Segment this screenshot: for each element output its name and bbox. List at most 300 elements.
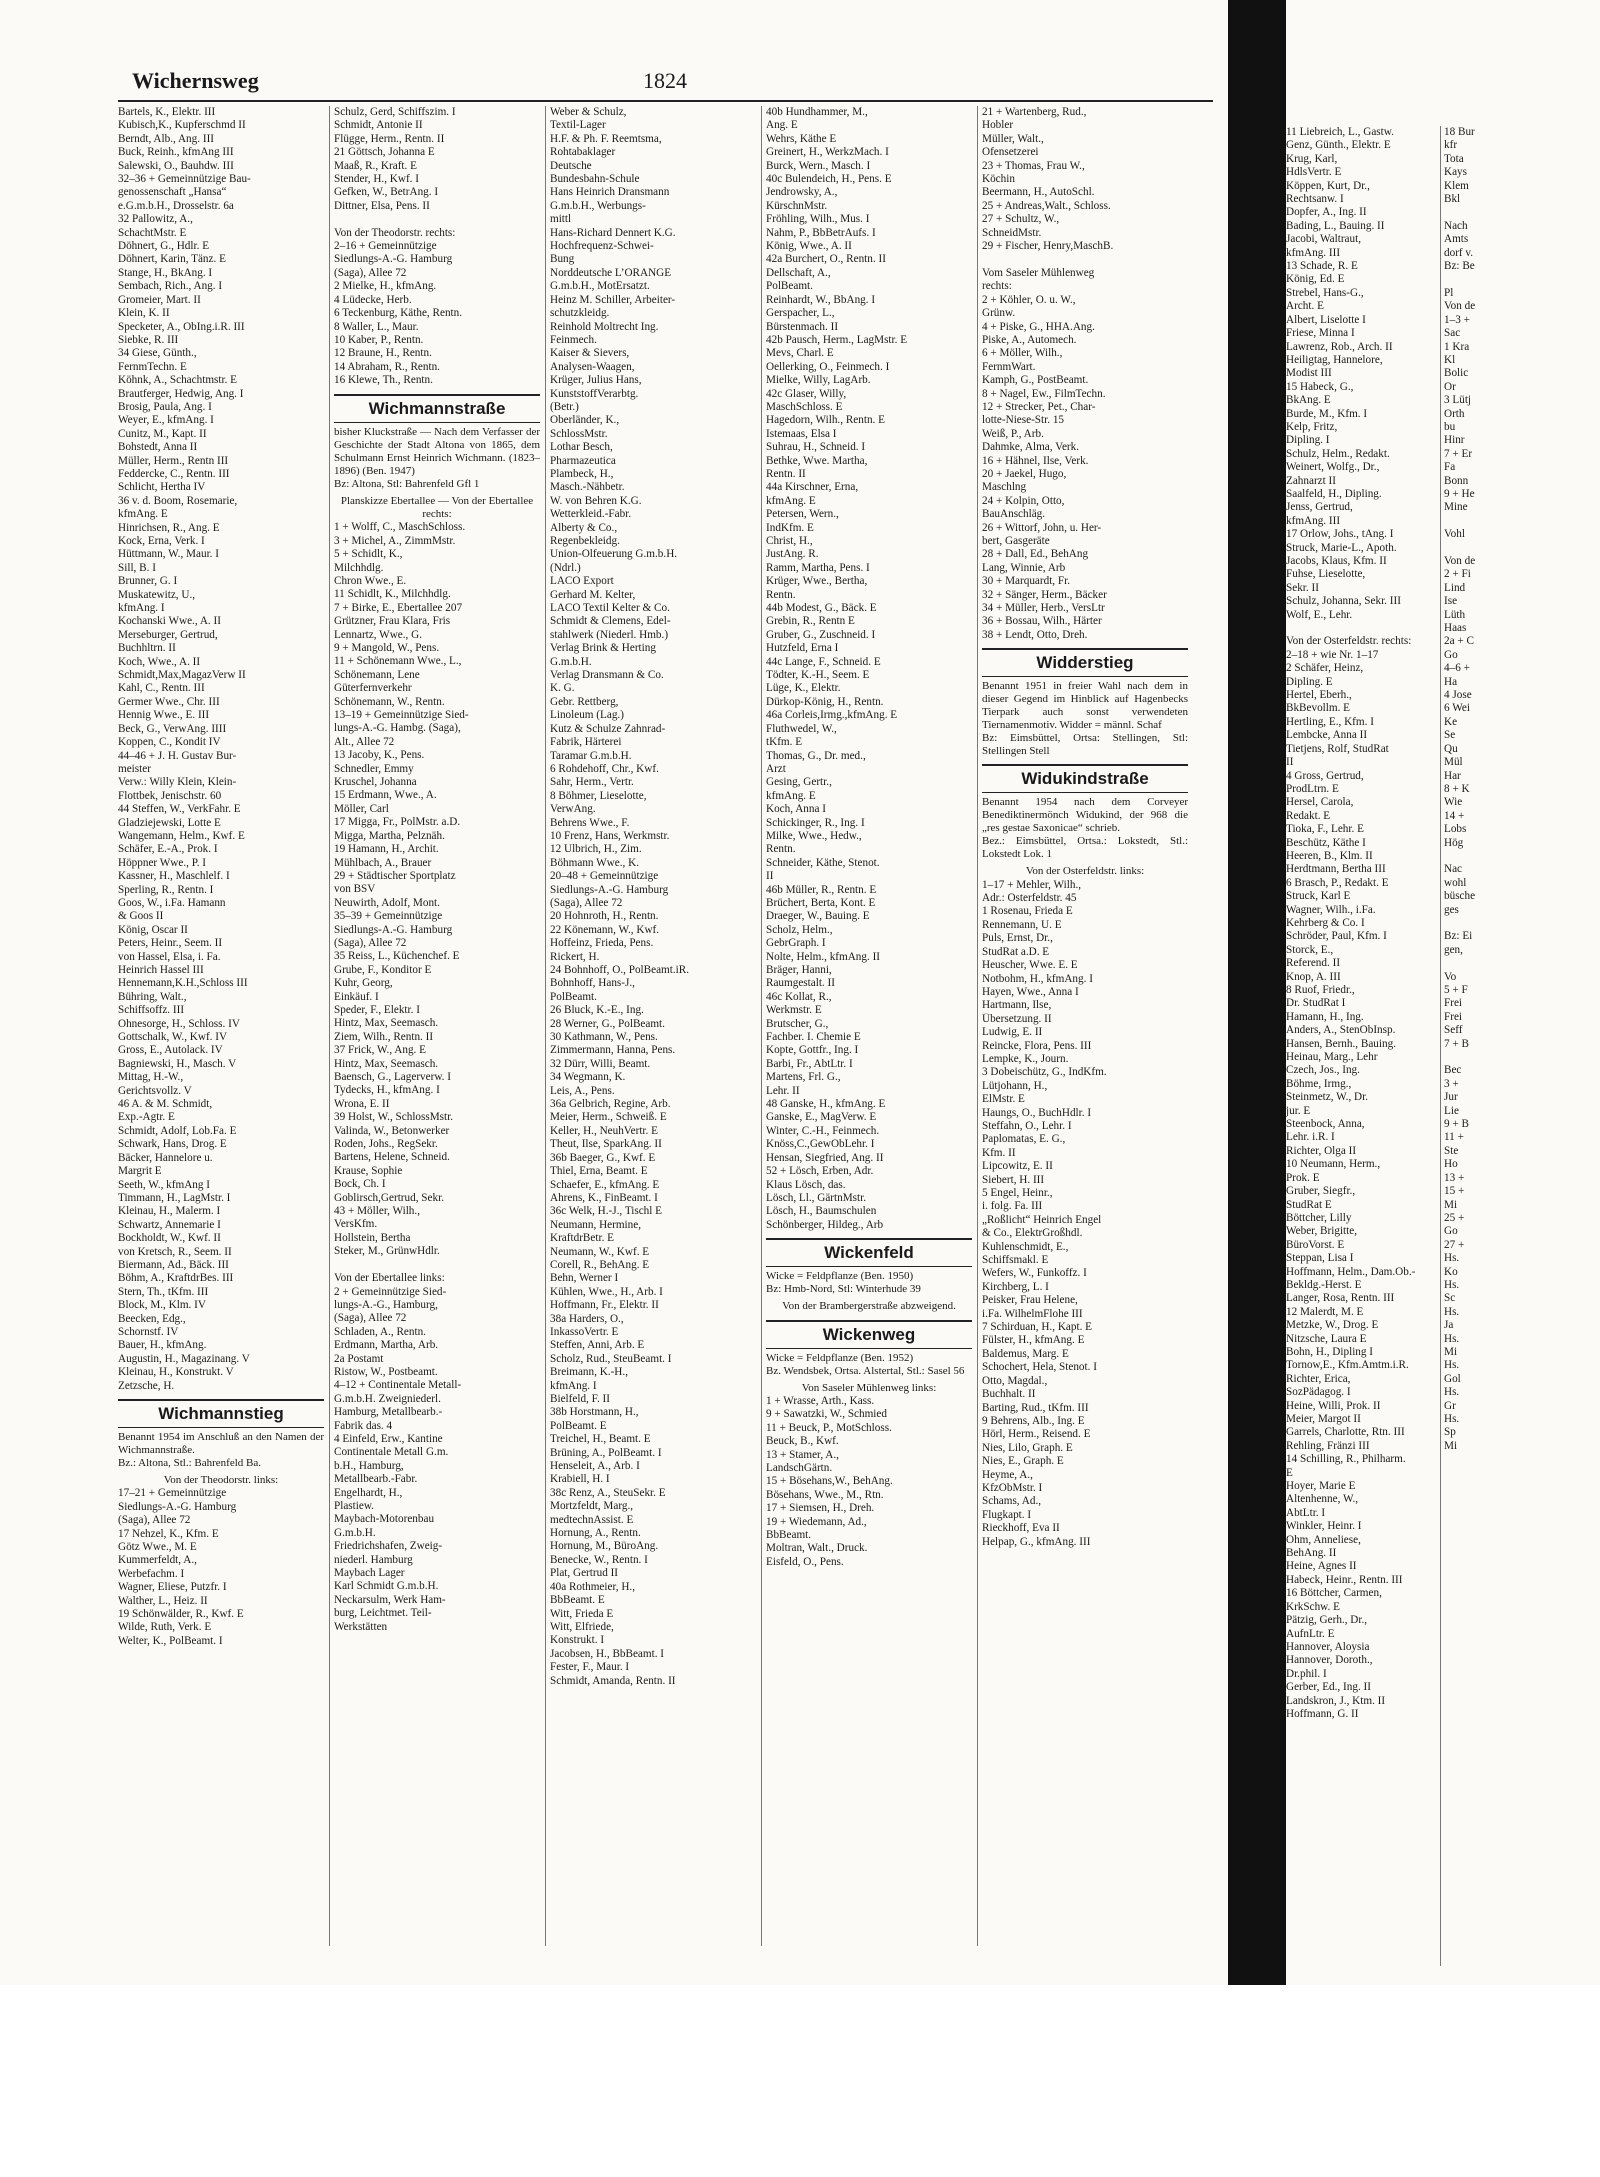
directory-entry: Schiffsoffz. III: [118, 1004, 185, 1017]
directory-entry: Corell, R., BehAng. E: [550, 1258, 650, 1271]
directory-entry: Specketer, A., ObIng.i.R. III: [118, 320, 245, 333]
directory-entry: Krabiell, H. I: [550, 1473, 610, 1486]
directory-entry: 17 Orlow, Johs., tAng. I: [1286, 528, 1394, 541]
directory-entry: GebrGraph. I: [766, 937, 826, 950]
directory-entry: Schönberger, Hildeg., Arb: [766, 1218, 884, 1231]
directory-entry: 44 Steffen, W., VerkFahr. E: [118, 803, 241, 816]
directory-entry: Ludwig, E. II: [982, 1026, 1043, 1039]
directory-entry: Neumann, W., Kwf. E: [550, 1245, 650, 1258]
directory-entry: 3 + Michel, A., ZimmMstr.: [334, 534, 456, 547]
directory-entry: 3 Dobeischütz, G., IndKfm.: [982, 1066, 1107, 1079]
directory-entry: 2 Schäfer, Heinz,: [1286, 662, 1364, 675]
directory-entry: burg, Leichtmet. Teil-: [334, 1607, 432, 1620]
directory-entry: 4–12 + Continentale Metall-: [334, 1379, 462, 1392]
directory-entry: 42c Glaser, Willy,: [766, 387, 847, 400]
directory-entry: Heinz M. Schiller, Arbeiter-: [550, 293, 676, 306]
directory-entry: Heiligtag, Hannelore,: [1286, 353, 1383, 366]
directory-entry: 5 + F: [1444, 984, 1468, 996]
directory-entry: Kays: [1444, 166, 1467, 179]
directory-entry: 46b Müller, R., Rentn. E: [766, 883, 877, 896]
directory-entry: 10 Kaber, P., Rentn.: [334, 333, 424, 346]
directory-entry: BkAng. E: [1286, 394, 1331, 407]
directory-entry: Kfm. II: [982, 1146, 1016, 1159]
directory-entry: 13 Schade, R. E: [1286, 260, 1358, 273]
directory-entry: Paplomatas, E. G.,: [982, 1133, 1066, 1146]
directory-entry: niederl. Hamburg: [334, 1553, 413, 1566]
directory-entry: Hannover, Doroth.,: [1286, 1654, 1373, 1667]
directory-entry: Ziem, Wilh., Rentn. II: [334, 1030, 434, 1043]
directory-entry: Lang, Winnie, Arb: [982, 561, 1066, 574]
directory-entry: Prok. E: [1286, 1171, 1320, 1184]
directory-entry: [334, 213, 540, 226]
directory-entry: Lösch, H., Baumschulen: [766, 1205, 877, 1218]
directory-entry: Bühring, Walt.,: [118, 990, 187, 1003]
directory-entry: Vo: [1444, 970, 1457, 983]
directory-entry: SchachtMstr. E: [118, 226, 187, 239]
directory-entry: Krug, Karl,: [1286, 152, 1338, 165]
directory-entry: VerwAng.: [550, 803, 596, 816]
column-rule: [1440, 126, 1441, 1966]
directory-entry: BbBeamt.: [766, 1529, 812, 1541]
directory-entry: kfr: [1444, 139, 1458, 152]
directory-entry: IndKfm. E: [766, 521, 814, 534]
directory-entry: Ofensetzerei: [982, 146, 1039, 159]
directory-entry: Hs.: [1444, 1278, 1460, 1291]
directory-entry: Frei: [1444, 1010, 1463, 1023]
directory-entry: kfmAng. III: [1286, 246, 1341, 259]
directory-entry: 6 Teckenburg, Käthe, Rentn.: [334, 307, 463, 320]
street-note: Wicke = Feldpflanze (Ben. 1950): [766, 1270, 914, 1283]
directory-entry: Draeger, W., Bauing. E: [766, 910, 870, 923]
directory-entry: Seff: [1444, 1024, 1463, 1037]
directory-entry: i.Fa. WilhelmFlohe III: [982, 1307, 1083, 1320]
directory-entry: Nies, E., Graph. E: [982, 1455, 1064, 1468]
directory-entry: Schulz, Helm., Redakt.: [1286, 447, 1390, 460]
directory-entry: Wagner, Wilh., i.Fa.: [1286, 903, 1376, 916]
directory-entry: 12 Malerdt, M. E: [1286, 1305, 1364, 1318]
directory-entry: 8 Böhmer, Lieselotte,: [550, 789, 647, 802]
directory-column: [1444, 126, 1594, 1966]
directory-entry: KraftdrBetr. E: [550, 1232, 614, 1245]
directory-entry: Schladen, A., Rentn.: [334, 1325, 426, 1338]
directory-entry: wohl: [1444, 876, 1467, 889]
directory-entry: Benecke, W., Rentn. I: [550, 1553, 648, 1566]
directory-entry: kfmAng. E: [766, 789, 816, 802]
directory-entry: Kamph, G., PostBeamt.: [982, 374, 1089, 387]
directory-entry: Sembach, Rich., Ang. I: [118, 280, 223, 293]
directory-entry: Regenbekleidg.: [550, 535, 620, 547]
directory-entry: Valinda, W., Betonwerker: [334, 1124, 450, 1137]
directory-entry: Jacobsen, H., BbBeamt. I: [550, 1647, 665, 1660]
directory-entry: Altenhenne, W.,: [1286, 1493, 1359, 1506]
directory-entry: Landskron, J., Ktm. II: [1286, 1694, 1386, 1707]
directory-entry: Otto, Magdal.,: [982, 1374, 1048, 1387]
directory-entry: Baldemus, Marg. E: [982, 1347, 1069, 1360]
directory-entry: 42b Pausch, Herm., LagMstr. E: [766, 333, 908, 346]
directory-entry: 12 Braune, H., Rentn.: [334, 347, 432, 360]
directory-entry: (Saga), Allee 72: [334, 266, 407, 279]
directory-entry: Bading, L., Bauing. II: [1286, 219, 1385, 232]
directory-entry: Helpap, G., kfmAng. III: [982, 1535, 1091, 1548]
directory-entry: Bkl: [1444, 193, 1461, 206]
directory-entry: Vom Saseler Mühlenweg: [982, 266, 1095, 279]
directory-entry: 1 Rosenau, Frieda E: [982, 905, 1073, 918]
directory-entry: Meier, Herm., Schweiß. E: [550, 1111, 667, 1124]
directory-entry: büsche: [1444, 890, 1476, 903]
directory-entry: Mittag, H.-W.,: [118, 1071, 184, 1084]
directory-entry: Moltran, Walt., Druck.: [766, 1542, 868, 1555]
directory-entry: Köppen, Kurt, Dr.,: [1286, 179, 1370, 192]
directory-entry: Dellschaft, A.,: [766, 266, 831, 279]
directory-entry: [1444, 1051, 1594, 1064]
directory-entry: 4 Jose: [1444, 689, 1472, 702]
directory-entry: Hennig Wwe., E. III: [118, 709, 210, 722]
directory-entry: Berndt, Alb., Ang. III: [118, 132, 215, 145]
directory-entry: Piske, A., Automech.: [982, 333, 1077, 346]
directory-entry: Go: [1444, 648, 1458, 661]
directory-entry: Karl Schmidt G.m.b.H.: [334, 1580, 439, 1593]
directory-entry: Rentn.: [766, 588, 796, 601]
directory-entry: Tornow,E., Kfm.Amtm.i.R.: [1286, 1359, 1409, 1372]
directory-entry: Nahm, P., BbBetrAufs. I: [766, 226, 876, 239]
directory-entry: Notbohm, H., kfmAng. I: [982, 972, 1093, 985]
directory-entry: Ko: [1444, 1265, 1458, 1278]
directory-entry: 16 Klewe, Th., Rentn.: [334, 374, 433, 387]
directory-entry: Modist III: [1286, 367, 1332, 380]
directory-entry: 48 Ganske, H., kfmAng. E: [766, 1098, 886, 1111]
directory-entry: Ja: [1444, 1319, 1454, 1332]
directory-entry: Buck, Reinh., kfmAng III: [118, 146, 234, 159]
directory-entry: 12 Ulbrich, H., Zim.: [550, 843, 642, 856]
directory-entry: Dürkop-König, H., Rentn.: [766, 695, 884, 708]
directory-entry: 24 + Kolpin, Otto,: [982, 494, 1065, 507]
directory-entry: [1444, 515, 1594, 528]
directory-entry: 38b Horstmann, H.,: [550, 1406, 639, 1419]
directory-entry: Lempke, K., Journ.: [982, 1052, 1069, 1065]
street-district: Bz: Eimsbüttel, Ortsa: Stellingen, Stl: Stellingen Stell: [982, 732, 1188, 758]
directory-entry: Germer Wwe., Chr. III: [118, 695, 220, 708]
directory-entry: 13 + Stamer, A.,: [766, 1448, 839, 1461]
directory-entry: [1444, 273, 1594, 286]
directory-entry: Kuhlenschmidt, E.,: [982, 1240, 1069, 1253]
directory-entry: Lüge, K., Elektr.: [766, 682, 841, 695]
directory-entry: Bäcker, Hannelore u.: [118, 1151, 213, 1164]
directory-entry: Krüger, Wwe., Bertha,: [766, 575, 868, 588]
directory-entry: Kubisch,K., Kupferschmd II: [118, 119, 246, 132]
directory-entry: „Roßlicht“ Heinrich Engel: [982, 1213, 1102, 1226]
directory-column: [1286, 126, 1436, 1966]
directory-entry: Fluthwedel, W.,: [766, 722, 837, 735]
directory-entry: HdlsVertr. E: [1286, 166, 1342, 179]
directory-entry: 27 +: [1444, 1238, 1465, 1251]
directory-entry: 2 Mielke, H., kfmAng.: [334, 280, 437, 293]
directory-entry: Analysen-Waagen,: [550, 360, 635, 373]
directory-entry: Union-Olfeuerung G.m.b.H.: [550, 548, 678, 561]
directory-entry: Bräger, Hanni,: [766, 964, 832, 976]
directory-entry: Hörl, Herm., Reisend. E: [982, 1428, 1091, 1441]
directory-entry: Walther, L., Heiz. II: [118, 1594, 208, 1607]
directory-entry: Alberty & Co.,: [550, 521, 618, 534]
directory-entry: Von de: [1444, 300, 1476, 313]
directory-entry: Grünw.: [982, 307, 1016, 320]
directory-entry: Scholz, Rud., SteuBeamt. I: [550, 1352, 672, 1365]
directory-entry: Kl: [1444, 353, 1456, 366]
directory-entry: Bürstenmach. II: [766, 320, 839, 333]
directory-entry: 44–46 + J. H. Gustav Bur-: [118, 749, 237, 762]
directory-entry: 39 Holst, W., SchlossMstr.: [334, 1111, 454, 1124]
directory-entry: 40a Rothmeier, H.,: [550, 1580, 635, 1593]
directory-entry: Beermann, H., AutoSchl.: [982, 186, 1095, 199]
directory-entry: Jacobi, Waltraut,: [1286, 233, 1362, 246]
directory-entry: 20 Hohnroth, H., Rentn.: [550, 910, 659, 923]
directory-entry: Jur: [1444, 1091, 1458, 1104]
directory-entry: Schmidt, Antonie II: [334, 119, 423, 132]
directory-entry: 9 + Sawatzki, W., Schmied: [766, 1408, 887, 1421]
street-heading: Widderstieg: [982, 648, 1188, 677]
left-page: [118, 48, 1213, 1978]
directory-entry: Dittner, Elsa, Pens. II: [334, 199, 430, 212]
directory-entry: Leis, A., Pens.: [550, 1084, 615, 1097]
directory-entry: 52 + Lösch, Erben, Adr.: [766, 1165, 874, 1178]
street-direction: Planskizze Ebertallee — Von der Ebertallee rechts:: [340, 494, 534, 520]
directory-entry: 5 + Schidlt, K.,: [334, 548, 403, 561]
directory-entry: von Kretsch, R., Seem. II: [118, 1245, 232, 1258]
directory-entry: Oberländer, K.,: [550, 414, 620, 427]
directory-entry: Albert, Liselotte I: [1286, 313, 1366, 326]
directory-entry: dorf v.: [1444, 246, 1474, 259]
directory-entry: Schickinger, R., Ing. I: [766, 816, 865, 829]
directory-entry: 25 +: [1444, 1211, 1465, 1224]
directory-entry: Sp: [1444, 1426, 1456, 1439]
directory-column: [118, 106, 324, 1946]
directory-entry: Steinmetz, W., Dr.: [1286, 1091, 1369, 1104]
directory-entry: & Co., ElektrGroßhdl.: [982, 1227, 1083, 1240]
directory-entry: Beecken, Edg.,: [118, 1312, 186, 1325]
directory-entry: Hoffeinz, Frieda, Pens.: [550, 937, 654, 950]
directory-entry: Tödter, K.-H., Seem. E: [766, 669, 870, 682]
directory-entry: Brutscher, G.,: [766, 1017, 829, 1030]
directory-entry: gen,: [1444, 943, 1463, 956]
directory-entry: Werbefachm. I: [118, 1567, 185, 1580]
directory-entry: 11 Schidlt, K., Milchhdlg.: [334, 588, 451, 601]
directory-entry: Schornstf. IV: [118, 1325, 179, 1338]
directory-entry: meister: [118, 762, 151, 775]
directory-entry: 7 Schirduan, H., Kapt. E: [982, 1321, 1092, 1334]
directory-entry: Bauer, H., kfmAng.: [118, 1339, 207, 1352]
directory-entry: 42a Burchert, O., Rentn. II: [766, 253, 886, 266]
directory-entry: Sc: [1444, 1292, 1456, 1305]
directory-entry: Hansen, Bernh., Bauing.: [1286, 1037, 1396, 1050]
directory-entry: 12 + Strecker, Pet., Char-: [982, 400, 1096, 413]
directory-entry: Meier, Margot II: [1286, 1413, 1361, 1425]
directory-entry: PolBeamt.: [766, 280, 813, 293]
directory-entry: II: [766, 870, 774, 883]
directory-entry: Flottbek, Jenischstr. 60: [118, 789, 222, 802]
directory-entry: Kehrberg & Co. I: [1286, 916, 1365, 929]
directory-entry: Orth: [1444, 407, 1465, 420]
directory-entry: Anders, A., StenObInsp.: [1286, 1024, 1396, 1037]
directory-entry: 27 + Schultz, W.,: [982, 213, 1060, 226]
directory-entry: Knop, A. III: [1286, 970, 1341, 983]
directory-entry: Welter, K., PolBeamt. I: [118, 1634, 223, 1647]
directory-entry: Burde, M., Kfm. I: [1286, 407, 1368, 420]
directory-entry: Strebel, Hans-G.,: [1286, 286, 1364, 299]
directory-entry: Hamann, H., Ing.: [1286, 1010, 1364, 1023]
directory-entry: Brautferger, Hedwig, Ang. I: [118, 387, 244, 400]
directory-entry: Hoffmann, Helm., Dam.Ob.-: [1286, 1265, 1416, 1278]
directory-entry: genossenschaft „Hansa“: [118, 186, 227, 199]
directory-entry: Mine: [1444, 501, 1468, 514]
directory-entry: Feinmech.: [550, 333, 597, 346]
directory-entry: Hochfrequenz-Schwei-: [550, 240, 654, 253]
directory-entry: Beschütz, Käthe I: [1286, 836, 1366, 849]
directory-entry: Flugkapt. I: [982, 1508, 1032, 1521]
directory-entry: Hs.: [1444, 1386, 1460, 1399]
directory-entry: Hoyer, Marie E: [1286, 1480, 1356, 1493]
directory-entry: 17 Nehzel, K., Kfm. E: [118, 1527, 219, 1540]
directory-entry: Neuwirth, Adolf, Mont.: [334, 896, 440, 909]
directory-entry: Fülster, H., kfmAng. E: [982, 1334, 1085, 1347]
directory-entry: Krause, Sophie: [334, 1164, 403, 1177]
directory-entry: Höppner Wwe., P. I: [118, 856, 207, 869]
left-columns: [118, 106, 1213, 1978]
directory-entry: Lobs: [1444, 823, 1467, 836]
directory-entry: Wehrs, Käthe E: [766, 132, 837, 145]
directory-entry: 8 Waller, L., Maur.: [334, 320, 419, 333]
directory-entry: 28 + Dall, Ed., BehAng: [982, 548, 1089, 561]
directory-entry: Beuck, B., Kwf.: [766, 1435, 839, 1448]
directory-entry: Pl: [1444, 286, 1454, 299]
directory-entry: 34 Giese, Günth.,: [118, 347, 197, 360]
directory-entry: Friese, Minna I: [1286, 327, 1355, 340]
directory-entry: 44c Lange, F., Schneid. E: [766, 655, 881, 668]
directory-entry: Lennartz, Wwe., G.: [334, 628, 423, 641]
directory-entry: Peters, Heinr., Seem. II: [118, 937, 223, 950]
directory-entry: Kochanski Wwe., A. II: [118, 615, 221, 628]
directory-entry: Krüger, Julius Hans,: [550, 374, 642, 387]
directory-entry: BüroVorst. E: [1286, 1238, 1345, 1251]
directory-entry: e.G.m.b.H., Drosselstr. 6a: [118, 199, 234, 212]
directory-entry: Kühlen, Wwe., H., Arb. I: [550, 1285, 663, 1298]
directory-entry: Barbi, Fr., AbtLtr. I: [766, 1057, 853, 1070]
directory-entry: K. G.: [550, 682, 575, 695]
directory-entry: Von de: [1444, 555, 1476, 567]
directory-entry: W. von Behren K.G.: [550, 494, 642, 507]
directory-entry: Behn, Werner I: [550, 1272, 619, 1285]
directory-entry: Goos, W., i.Fa. Hamann: [118, 896, 226, 909]
street-note: Wicke = Feldpflanze (Ben. 1952): [766, 1351, 914, 1364]
directory-entry: Dopfer, A., Ing. II: [1286, 206, 1367, 219]
directory-entry: G.m.b.H.: [550, 655, 592, 668]
directory-entry: König, Oscar II: [118, 923, 188, 936]
directory-entry: 34 + Müller, Herb., VersLtr: [982, 602, 1105, 615]
street-direction: Von Saseler Mühlenweg links:: [801, 1381, 937, 1394]
directory-entry: Sac: [1444, 327, 1461, 340]
street-district: Bz: Altona, Stl: Bahrenfeld Gfl 1: [334, 477, 480, 490]
directory-entry: Merseburger, Gertrud,: [118, 628, 218, 641]
directory-entry: Lehr. i.R. I: [1286, 1131, 1335, 1144]
directory-entry: Dipling. E: [1286, 675, 1333, 688]
directory-entry: Adr.: Osterfeldstr. 45: [982, 892, 1077, 905]
directory-entry: Wrona, E. II: [334, 1097, 390, 1110]
directory-entry: Mül: [1444, 756, 1463, 769]
directory-entry: Bekldg.-Herst. E: [1286, 1278, 1362, 1291]
directory-entry: Grube, F., Konditor E: [334, 963, 432, 976]
directory-entry: Lawrenz, Rob., Arch. II: [1286, 340, 1393, 353]
directory-entry: Hobler: [982, 119, 1014, 132]
directory-entry: 43 + Möller, Wilh.,: [334, 1205, 420, 1218]
directory-entry: Wilde, Ruth, Verk. E: [118, 1621, 212, 1634]
directory-entry: (Saga), Allee 72: [118, 1514, 191, 1527]
directory-entry: 20–48 + Gemeinnützige: [550, 870, 659, 883]
directory-entry: Dr.phil. I: [1286, 1667, 1327, 1680]
directory-entry: Greinert, H., WerkzMach. I: [766, 146, 889, 159]
directory-entry: Bartens, Helene, Schneid.: [334, 1151, 450, 1164]
directory-entry: Plastiew.: [334, 1500, 374, 1512]
directory-entry: von Hassel, Elsa, i. Fa.: [118, 950, 221, 963]
directory-entry: Fester, F., Maur. I: [550, 1661, 630, 1674]
directory-entry: Tietjens, Rolf, StudRat: [1286, 742, 1389, 755]
directory-entry: b.H., Hamburg,: [334, 1459, 404, 1472]
directory-entry: Christ, H.,: [766, 535, 813, 547]
directory-entry: Ahrens, K., FinBeamt. I: [550, 1191, 658, 1204]
directory-entry: Hartmann, Ilse,: [982, 999, 1052, 1012]
directory-entry: Istemaas, Elsa I: [766, 427, 837, 440]
directory-entry: Gerhard M. Kelter,: [550, 588, 636, 601]
directory-entry: Köhnk, A., Schachtmstr. E: [118, 374, 238, 387]
directory-entry: Buchhalt. II: [982, 1388, 1036, 1401]
directory-entry: Bec: [1444, 1064, 1462, 1077]
directory-entry: Schneider, Käthe, Stenot.: [766, 856, 880, 869]
directory-entry: 26 + Wittorf, John, u. Her-: [982, 521, 1102, 534]
directory-entry: medtechnAssist. E: [550, 1513, 634, 1526]
directory-entry: 3 Lütj: [1444, 394, 1472, 407]
directory-entry: Hs.: [1444, 1413, 1460, 1425]
directory-entry: Ohnesorge, H., Schloss. IV: [118, 1017, 240, 1030]
directory-entry: Rennemann, U. E: [982, 918, 1062, 931]
directory-entry: Sperling, R., Rentn. I: [118, 883, 214, 896]
directory-entry: Rickert, H.: [550, 950, 600, 963]
directory-entry: 14 Schilling, R., Philharm.: [1286, 1453, 1406, 1466]
directory-entry: Thomas, G., Dr. med.,: [766, 749, 866, 762]
directory-entry: Hs.: [1444, 1332, 1460, 1345]
directory-entry: Pätzig, Gerh., Dr.,: [1286, 1614, 1368, 1627]
directory-entry: Hersel, Carola,: [1286, 796, 1354, 809]
directory-entry: Köchin: [982, 173, 1015, 186]
directory-entry: Konstrukt. I: [550, 1634, 605, 1647]
street-district: Bz.: Altona, Stl.: Bahrenfeld Ba.: [118, 1457, 261, 1469]
directory-entry: Mühlbach, A., Brauer: [334, 856, 432, 869]
directory-entry: Siebke, R. III: [118, 333, 179, 346]
directory-entry: Kummerfeldt, A.,: [118, 1554, 197, 1567]
directory-entry: Masch.-Nähbetr.: [550, 481, 625, 494]
directory-entry: Schäfer, E.-A., Prok. I: [118, 843, 218, 856]
directory-entry: Vohl: [1444, 528, 1465, 541]
directory-entry: 20 + Jaekel, Hugo,: [982, 467, 1067, 480]
directory-entry: 19 Hamann, H., Archit.: [334, 843, 439, 856]
directory-entry: Schlicht, Hertha IV: [118, 481, 206, 494]
directory-entry: Lehr. II: [766, 1084, 800, 1097]
directory-entry: Nolte, Helm., kfmAng. II: [766, 950, 881, 963]
directory-entry: Maaß, R., Kraft. E: [334, 159, 417, 172]
directory-entry: Speder, F., Elektr. I: [334, 1003, 420, 1016]
street-district: Bz: Hmb-Nord, Stl: Winterhude 39: [766, 1283, 921, 1296]
directory-entry: 15 Habeck, G.,: [1286, 380, 1354, 393]
directory-entry: Kleinau, H., Konstrukt. V: [118, 1366, 234, 1379]
directory-entry: Kahl, C., Rentn. III: [118, 682, 205, 695]
directory-entry: [334, 1259, 540, 1272]
directory-entry: Neckarsulm, Werk Ham-: [334, 1593, 446, 1606]
